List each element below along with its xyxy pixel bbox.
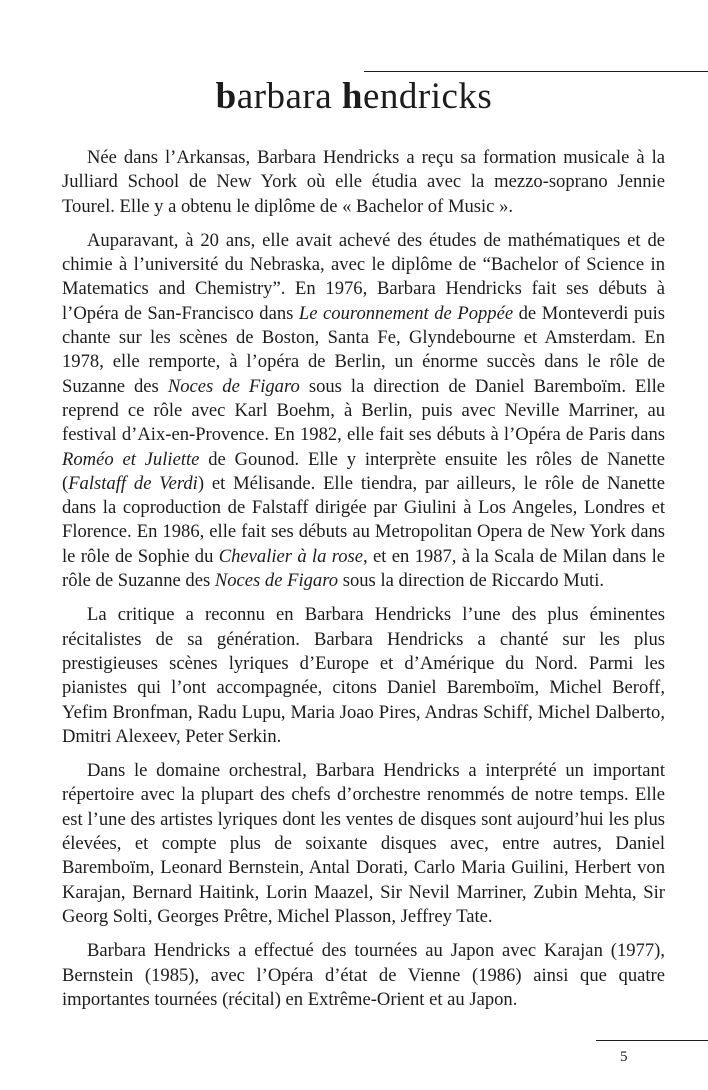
italic-title: Le couronnement de Poppée xyxy=(298,302,514,324)
text-run: sous la direction de Daniel Baremboïm. Elle reprend ce rôle avec Karl Boehm, à Berlin, puis avec Neville Marriner, au festival d’Aix-en-Provence. En 1982, elle fait ses débuts à l’Opéra de Paris dans xyxy=(62,375,665,446)
title-last-name-rest: endricks xyxy=(362,76,493,117)
text-run: La critique a reconnu en Barbara Hendricks l’une des plus éminentes récitalistes de sa génération. Barbara Hendricks a chanté sur les plus prestigieuses scènes lyriques d’Europe et d’Amérique du Nord. Parmi les pianistes qui l’ont accompagnée, citons Daniel Baremboïm, Michel Beroff, Yefim Bronfman, Radu Lupu, Maria Joao Pires, Andras Schiff, Michel Dalberto, Dmitri Alexeev, Peter Serkin. xyxy=(62,604,665,747)
paragraph xyxy=(62,146,665,219)
title-initial-last: h xyxy=(341,76,363,117)
text-run: Barbara Hendricks a effectué des tournées au Japon avec Karajan (1977), Bernstein (1985), avec l’Opéra d’état de Vienne (1986) ainsi que quatre importantes tournées (récital) en Extrême-Orient et au Japon. xyxy=(62,940,665,1010)
page-number: 5 xyxy=(620,1049,628,1065)
paragraph xyxy=(62,939,665,1012)
italic-title: Falstaff de Verdi xyxy=(68,472,198,494)
text-run: Née dans l’Arkansas, Barbara Hendricks a reçu sa formation musicale à la Julliard School de New York où elle étudia avec la mezzo-soprano Jennie Tourel. Elle y a obtenu le diplôme de « Bachelor of Music ». xyxy=(62,147,665,217)
paragraph xyxy=(62,603,665,749)
text-run: de Monteverdi puis chante sur les scènes de Boston, Santa Fe, Glyndebourne et Amsterdam. En 1978, elle remporte, à l’opéra de Berlin, un énorme succès dans le rôle de Suzanne des xyxy=(62,302,665,397)
paragraph xyxy=(62,759,665,929)
text-run: de Gounod. Elle y interprète ensuite les rôles de Nanette ( xyxy=(62,448,665,494)
title-initial-first: b xyxy=(215,76,237,117)
italic-title: Roméo et Juliette xyxy=(62,448,200,470)
text-run: Dans le domaine orchestral, Barbara Hendricks a interprété un important répertoire avec la plupart des chefs d’orchestre renommés de notre temps. Elle est l’une des artistes lyriques dont les ventes de disques sont aujourd’hui les plus élevées, et compte plus de soixante disques avec, entre autres, Daniel Baremboïm, Leonard Bernstein, Antal Dorati, Carlo Maria Guilini, Herbert von Karajan, Bernard Haitink, Lorin Maazel, Sir Nevil Marriner, Zubin Mehta, Sir Georg Solti, Georges Prêtre, Michel Plasson, Jeffrey Tate. xyxy=(62,760,665,927)
text-run: ) et Mélisande. Elle tiendra, par ailleurs, le rôle de Nanette dans la coproduction de Falstaff dirigée par Giulini à Los Angeles, Londres et Florence. En 1986, elle fait ses débuts au Metropolitan Opera de New York dans le rôle de Sophie du xyxy=(62,472,665,567)
text-run: sous la direction de Riccardo Muti. xyxy=(338,570,605,592)
text-run: Auparavant, à 20 ans, elle avait achevé des études de mathématiques et de chimie à l’université du Nebraska, avec le diplôme de “Bachelor of Science in Matematics and Chemistry”. En 1976, Barbara Hendricks fait ses débuts à l’Opéra de San-Francisco dans xyxy=(62,229,665,324)
italic-title: Chevalier à la rose xyxy=(218,545,364,567)
paragraph xyxy=(62,229,665,593)
header-rule xyxy=(364,71,708,72)
biography-text xyxy=(62,146,665,1022)
italic-title: Noces de Figaro xyxy=(214,570,339,592)
text-run: , et en 1987, à la Scala de Milan dans le rôle de Suzanne des xyxy=(62,545,666,592)
italic-title: Noces de Figaro xyxy=(167,375,300,397)
footer-rule xyxy=(596,1040,708,1041)
title-first-name-rest: arbara xyxy=(236,76,342,117)
page-title xyxy=(0,74,708,120)
